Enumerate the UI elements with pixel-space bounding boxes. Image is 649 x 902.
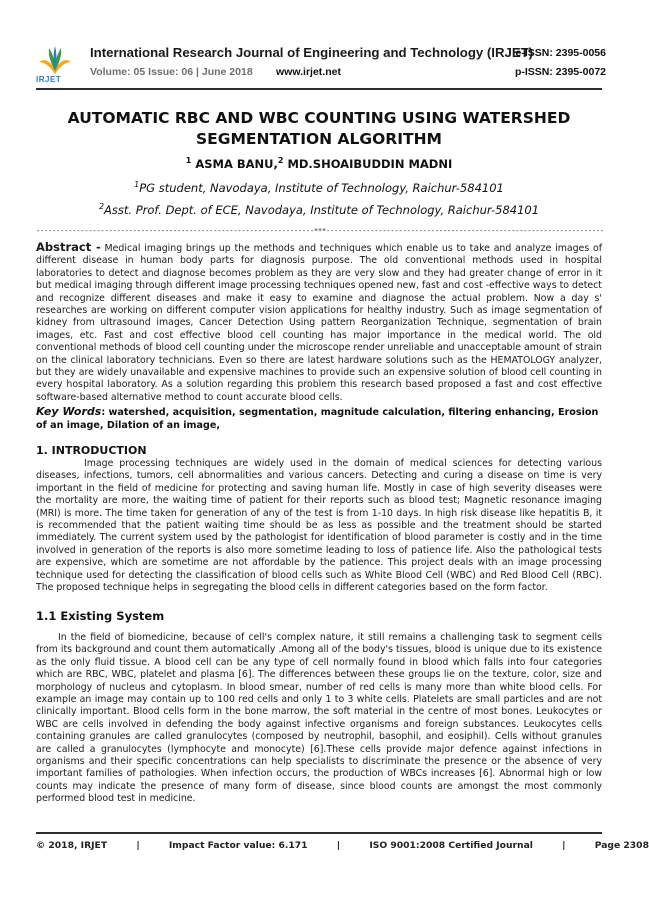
footer-divider <box>36 832 602 834</box>
paper-title <box>40 108 598 150</box>
intro-heading: 1. INTRODUCTION <box>36 444 147 457</box>
abstract <box>36 241 602 404</box>
journal-url[interactable]: www.irjet.net <box>276 66 341 78</box>
logo-text: IRJET <box>36 75 62 84</box>
p-issn: p-ISSN: 2395-0072 <box>514 66 606 78</box>
footer-iso: ISO 9001:2008 Certified Journal <box>369 840 533 851</box>
affil1-marker: 1 <box>134 180 140 190</box>
affil2-text: Asst. Prof. Dept. of ECE, Navodaya, Institute of Technology, Raichur-584101 <box>104 203 540 217</box>
journal-title: International Research Journal of Engineering and Technology (IRJET) <box>90 45 534 60</box>
keywords <box>36 405 602 432</box>
affil2-marker: 2 <box>98 202 105 212</box>
page-footer <box>36 840 649 851</box>
intro-paragraph: Image processing techniques are widely used in the domain of medical sciences for detecting various diseases, infections, tumors, cell abnormalities and various cancers. Detecting and curing a disease on time is very important in the field of medicine for protecting and saving human life. Mostly in case of high severity diseases were the mortality are more, the waiting time of patient for their reports such as blood test; Magnetic resonance imaging (MRI) is more. The time taken for generation of any of the test is from 1-10 days. In high risk disease like hepatitis B, it is recommended that the patient waiting time should be as less as possible and the treatment should be started immediately. The current system used by the pathologist for identification of blood parameter is costly and in the time involved in generation of the reports is also more sometime leading to loss of patience life. Also the pathological tests are expensive, which are sometime are not affordable by the patience. This project deals with an image processing technique used for detecting the classification of blood cells such as White Blood Cell (WBC) and Red Blood Cell (RBC). The proposed technique helps in segregating the blood cells in different categories based on the form factor. <box>36 458 602 594</box>
abstract-label: Abstract - <box>36 240 101 254</box>
author-2: MD.SHOAIBUDDIN MADNI <box>283 157 453 171</box>
affiliation-2 <box>40 203 598 217</box>
existing-system-paragraph: In the field of biomedicine, because of cell's complex nature, it still remains a challenging task to segment cells from its background and count them automatically .Among all of the body's tissues, blood is unique due to its existence as the only fluid tissue. A blood cell can be any type of cell normally found in blood which falls into four categories which are RBC, WBC, platelet and plasma [6]. The differences between these groups lie on the texture, color, size and morphology of nucleus and cytoplasm. In blood smear, number of red cells is many more than white blood cells. For example an image may contain up to 100 red cells and only 1 to 3 white cells. Platelets are small particles and are not clinically important. Blood cells form in the bone marrow, the soft material in the centre of most bones. Leukocytes or WBC are cells involved in defending the body against infective organisms and foreign substances. Leukocytes cells containing granules are called granulocytes (composed by neutrophil, basophil, and eosiphil). Cells without granules are called a granulocytes (lymphocyte and monocyte) [6].These cells provide major defence against infections in organisms and their specific concentrations can help specialists to discriminate the presence or the absence of very important families of pathologies. When infection occurs, the production of WBCs increases [6]. Abnormal high or low counts may indicate the presence of many form of disease, since blood counts are amongst the most commonly performed blood test in medicine. <box>36 632 602 805</box>
volume-issue: Volume: 05 Issue: 06 | June 2018 <box>90 66 253 78</box>
footer-divider-3: | <box>562 840 566 851</box>
author1-marker: 1 <box>185 156 192 166</box>
section-separator: ---------------------------------------------------------------------***--------------------------------------------------------------------- <box>36 226 604 235</box>
affil1-text: PG student, Navodaya, Institute of Technology, Raichur-584101 <box>139 181 504 195</box>
author-1: ASMA BANU, <box>191 157 278 171</box>
footer-divider-1: | <box>136 840 140 851</box>
authors <box>40 157 598 171</box>
abstract-text: Medical imaging brings up the methods and techniques which enable us to take and analyze images of different disease in human body parts for diagnosis purpose. The old conventional methods used in hospital laboratories to detect and diagnose becomes problem as they are very slow and they had greater change of error in it but medical imaging through different image processing techniques opened new, fast and cost -effective ways to detect and recognize different diseases and make it easy to examine and diagnose the actual problem. Now a day s' researches are working on different computer vision applications for healthy industry. Such as image segmentation of kidney from ultrasound images, Cancer Detection Using pattern Reorganization Technique, segmentation of brain images, etc. Fast and cost effective blood cell counting has major importance in the medical world. The old conventional methods of blood cell counting under the microscope render unreliable and unacceptable amount of strain on the clinical laboratory technicians. Even so there are latest hardware solutions such as the HEMATOLOGY analyzer, but they are widely unavailable and expensive machines to provide such an expensive solution of blood cell counting in every hospital laboratory. As a solution regarding this problem this research based proposed a fast and cost effective software-based alternative method to count accurate blood cells. <box>36 243 602 403</box>
footer-copyright: © 2018, IRJET <box>36 840 108 851</box>
keywords-text: : watershed, acquisition, segmentation, magnitude calculation, filtering enhancing, Erosion of an image, Dilation of an image, <box>36 407 599 431</box>
affiliation-1 <box>40 181 598 195</box>
footer-divider-2: | <box>336 840 341 851</box>
journal-header <box>36 44 606 84</box>
author2-marker: 2 <box>277 156 284 166</box>
header-divider <box>36 88 602 90</box>
title-line-2: SEGMENTATION ALGORITHM <box>196 130 442 148</box>
e-issn: e-ISSN: 2395-0056 <box>515 47 606 59</box>
existing-system-heading: 1.1 Existing System <box>36 609 165 623</box>
title-line-1: AUTOMATIC RBC AND WBC COUNTING USING WATERSHED <box>67 109 571 127</box>
keywords-label: Key Words <box>36 405 102 418</box>
footer-impact-factor: Impact Factor value: 6.171 <box>168 840 308 851</box>
footer-page-number: Page 2308 <box>594 840 649 851</box>
